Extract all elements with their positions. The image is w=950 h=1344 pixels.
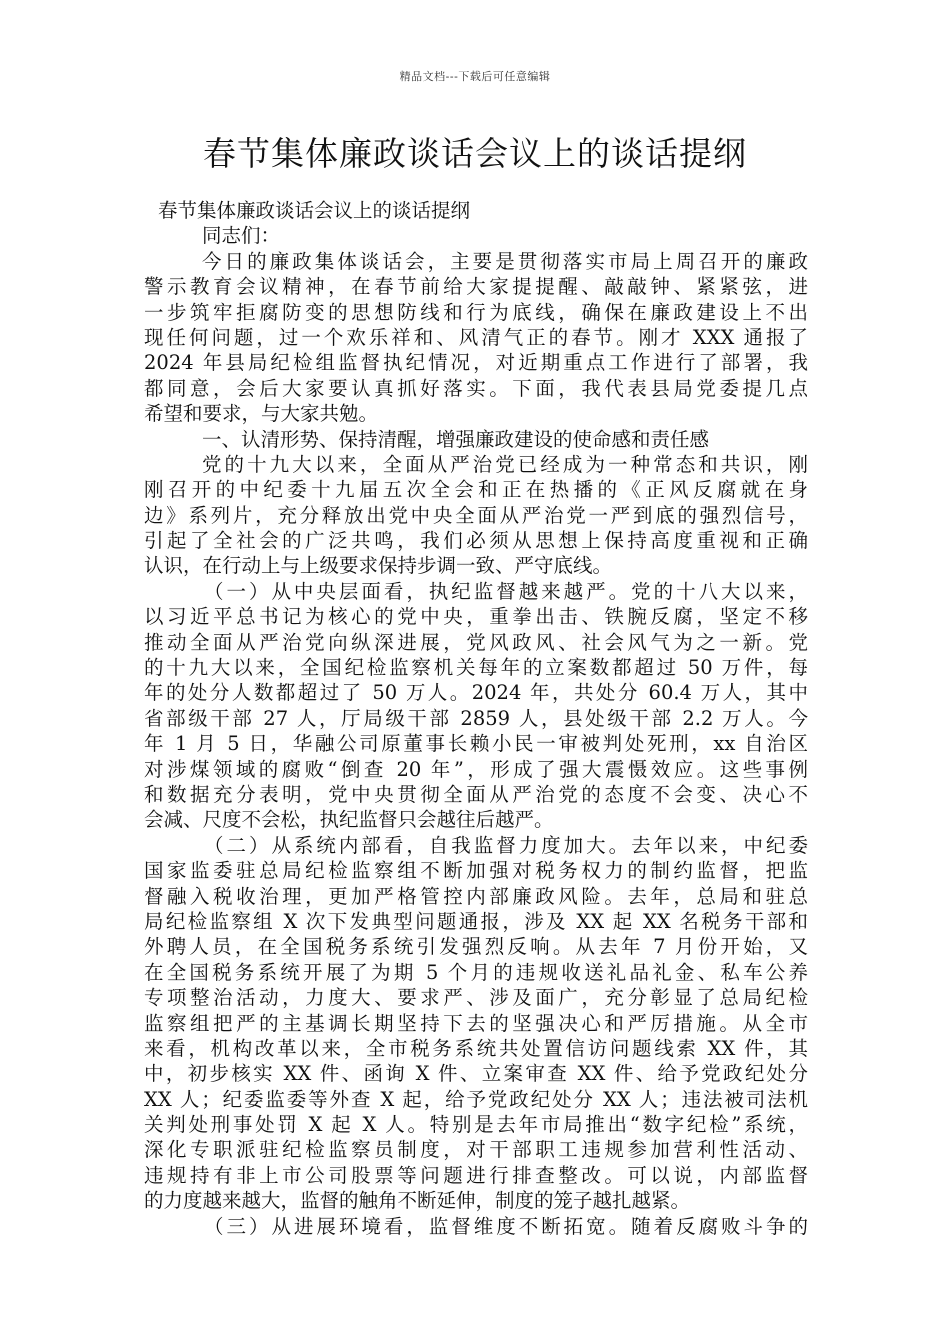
- text-line: 党的十九大以来，全面从严治党已经成为一种常态和共识，刚: [202, 452, 808, 476]
- text-line: 中，初步核实 XX 件、函询 X 件、立案审查 XX 件、给予党政纪处分: [144, 1062, 808, 1086]
- text-line: 专项整治活动，力度大、要求严、涉及面广，充分彰显了总局纪检: [144, 986, 808, 1010]
- text-line: 认识，在行动上与上级要求保持步调一致、严守底线。: [144, 554, 613, 578]
- text-line: 局纪检监察组 X 次下发典型问题通报，涉及 XX 起 XX 名税务干部和: [144, 909, 808, 933]
- text-line: 和数据充分表明，党中央贯彻全面从严治党的态度不会变、决心不: [144, 782, 808, 806]
- text-line: 以习近平总书记为核心的党中央，重拳出击、铁腕反腐，坚定不移: [144, 605, 808, 629]
- text-line: 外聘人员，在全国税务系统引发强烈反响。从去年 7 月份开始，又: [144, 935, 808, 959]
- text-line: 在全国税务系统开展了为期 5 个月的违规收送礼品礼金、私车公养: [144, 960, 808, 984]
- text-line: 警示教育会议精神，在春节前给大家提提醒、敲敲钟、紧紧弦，进: [144, 275, 808, 299]
- text-line: 2024 年县局纪检组监督执纪情况，对近期重点工作进行了部署，我: [144, 351, 808, 375]
- text-line: 会减、尺度不会松，执纪监督只会越往后越严。: [144, 808, 554, 832]
- text-line: 关判处刑事处罚 X 起 X 人。特别是去年市局推出“数字纪检”系统，: [144, 1113, 808, 1137]
- text-line: 年的处分人数都超过了 50 万人。2024 年，共处分 60.4 万人，其中: [144, 681, 808, 705]
- header-note: 精品文档---下载后可任意编辑: [399, 70, 551, 83]
- text-line: （三）从进展环境看，监督维度不断拓宽。随着反腐败斗争的: [204, 1214, 808, 1238]
- text-line: 省部级干部 27 人，厅局级干部 2859 人，县处级干部 2.2 万人。今: [144, 706, 808, 730]
- document-title: 春节集体廉政谈话会议上的谈话提纲: [203, 134, 747, 173]
- text-line: 的力度越来越大，监督的触角不断延伸，制度的笼子越扎越紧。: [144, 1189, 691, 1213]
- text-line: 希望和要求，与大家共勉。: [144, 402, 379, 426]
- text-line: 年 1 月 5 日，华融公司原董事长赖小民一审被判处死刑，xx 自治区: [144, 732, 808, 756]
- text-line: 一步筑牢拒腐防变的思想防线和行为底线，确保在廉政建设上不出: [144, 300, 808, 324]
- text-line: 来看，机构改革以来，全市税务系统共处置信访问题线索 XX 件，其: [144, 1036, 808, 1060]
- text-line: 督融入税收治理，更加严格管控内部廉政风险。去年，总局和驻总: [144, 884, 808, 908]
- text-line: 监察组把严的主基调长期坚持下去的坚强决心和严厉措施。从全市: [144, 1011, 808, 1035]
- document-body: [144, 198, 808, 1239]
- text-line: 同志们：: [202, 224, 281, 248]
- text-line: 国家监委驻总局纪检监察组不断加强对税务权力的制约监督，把监: [144, 859, 808, 883]
- text-line: 春节集体廉政谈话会议上的谈话提纲: [158, 199, 471, 222]
- text-line: 深化专职派驻纪检监察员制度，对干部职工违规参加营利性活动、: [144, 1138, 808, 1162]
- text-line: 对涉煤领域的腐败“倒查 20 年”，形成了强大震慑效应。这些事例: [144, 757, 808, 781]
- text-line: （一）从中央层面看，执纪监督越来越严。党的十八大以来，: [204, 579, 808, 603]
- text-line: 一、认清形势、保持清醒，增强廉政建设的使命感和责任感: [202, 427, 710, 451]
- text-line: 推动全面从严治党向纵深进展，党风政风、社会风气为之一新。党: [144, 630, 808, 654]
- text-line: XX 人；纪委监委等外查 X 起，给予党政纪处分 XX 人；违法被司法机: [144, 1087, 808, 1111]
- text-line: 违规持有非上市公司股票等问题进行排查整改。可以说，内部监督: [144, 1163, 808, 1187]
- text-line: 现任何问题，过一个欢乐祥和、风清气正的春节。刚才 XXX 通报了: [144, 325, 808, 349]
- text-line: 都同意，会后大家要认真抓好落实。下面，我代表县局党委提几点: [144, 376, 808, 400]
- text-line: 引起了全社会的广泛共鸣，我们必须从思想上保持高度重视和正确: [144, 529, 808, 553]
- text-line: （二）从系统内部看，自我监督力度加大。去年以来，中纪委: [204, 833, 808, 857]
- text-line: 边》系列片，充分释放出党中央全面从严治党一严到底的强烈信号，: [144, 503, 808, 527]
- text-line: 的十九大以来，全国纪检监察机关每年的立案数都超过 50 万件，每: [144, 656, 808, 680]
- text-line: 刚召开的中纪委十九届五次全会和正在热播的《正风反腐就在身: [144, 478, 808, 502]
- text-line: 今日的廉政集体谈话会，主要是贯彻落实市局上周召开的廉政: [202, 249, 808, 273]
